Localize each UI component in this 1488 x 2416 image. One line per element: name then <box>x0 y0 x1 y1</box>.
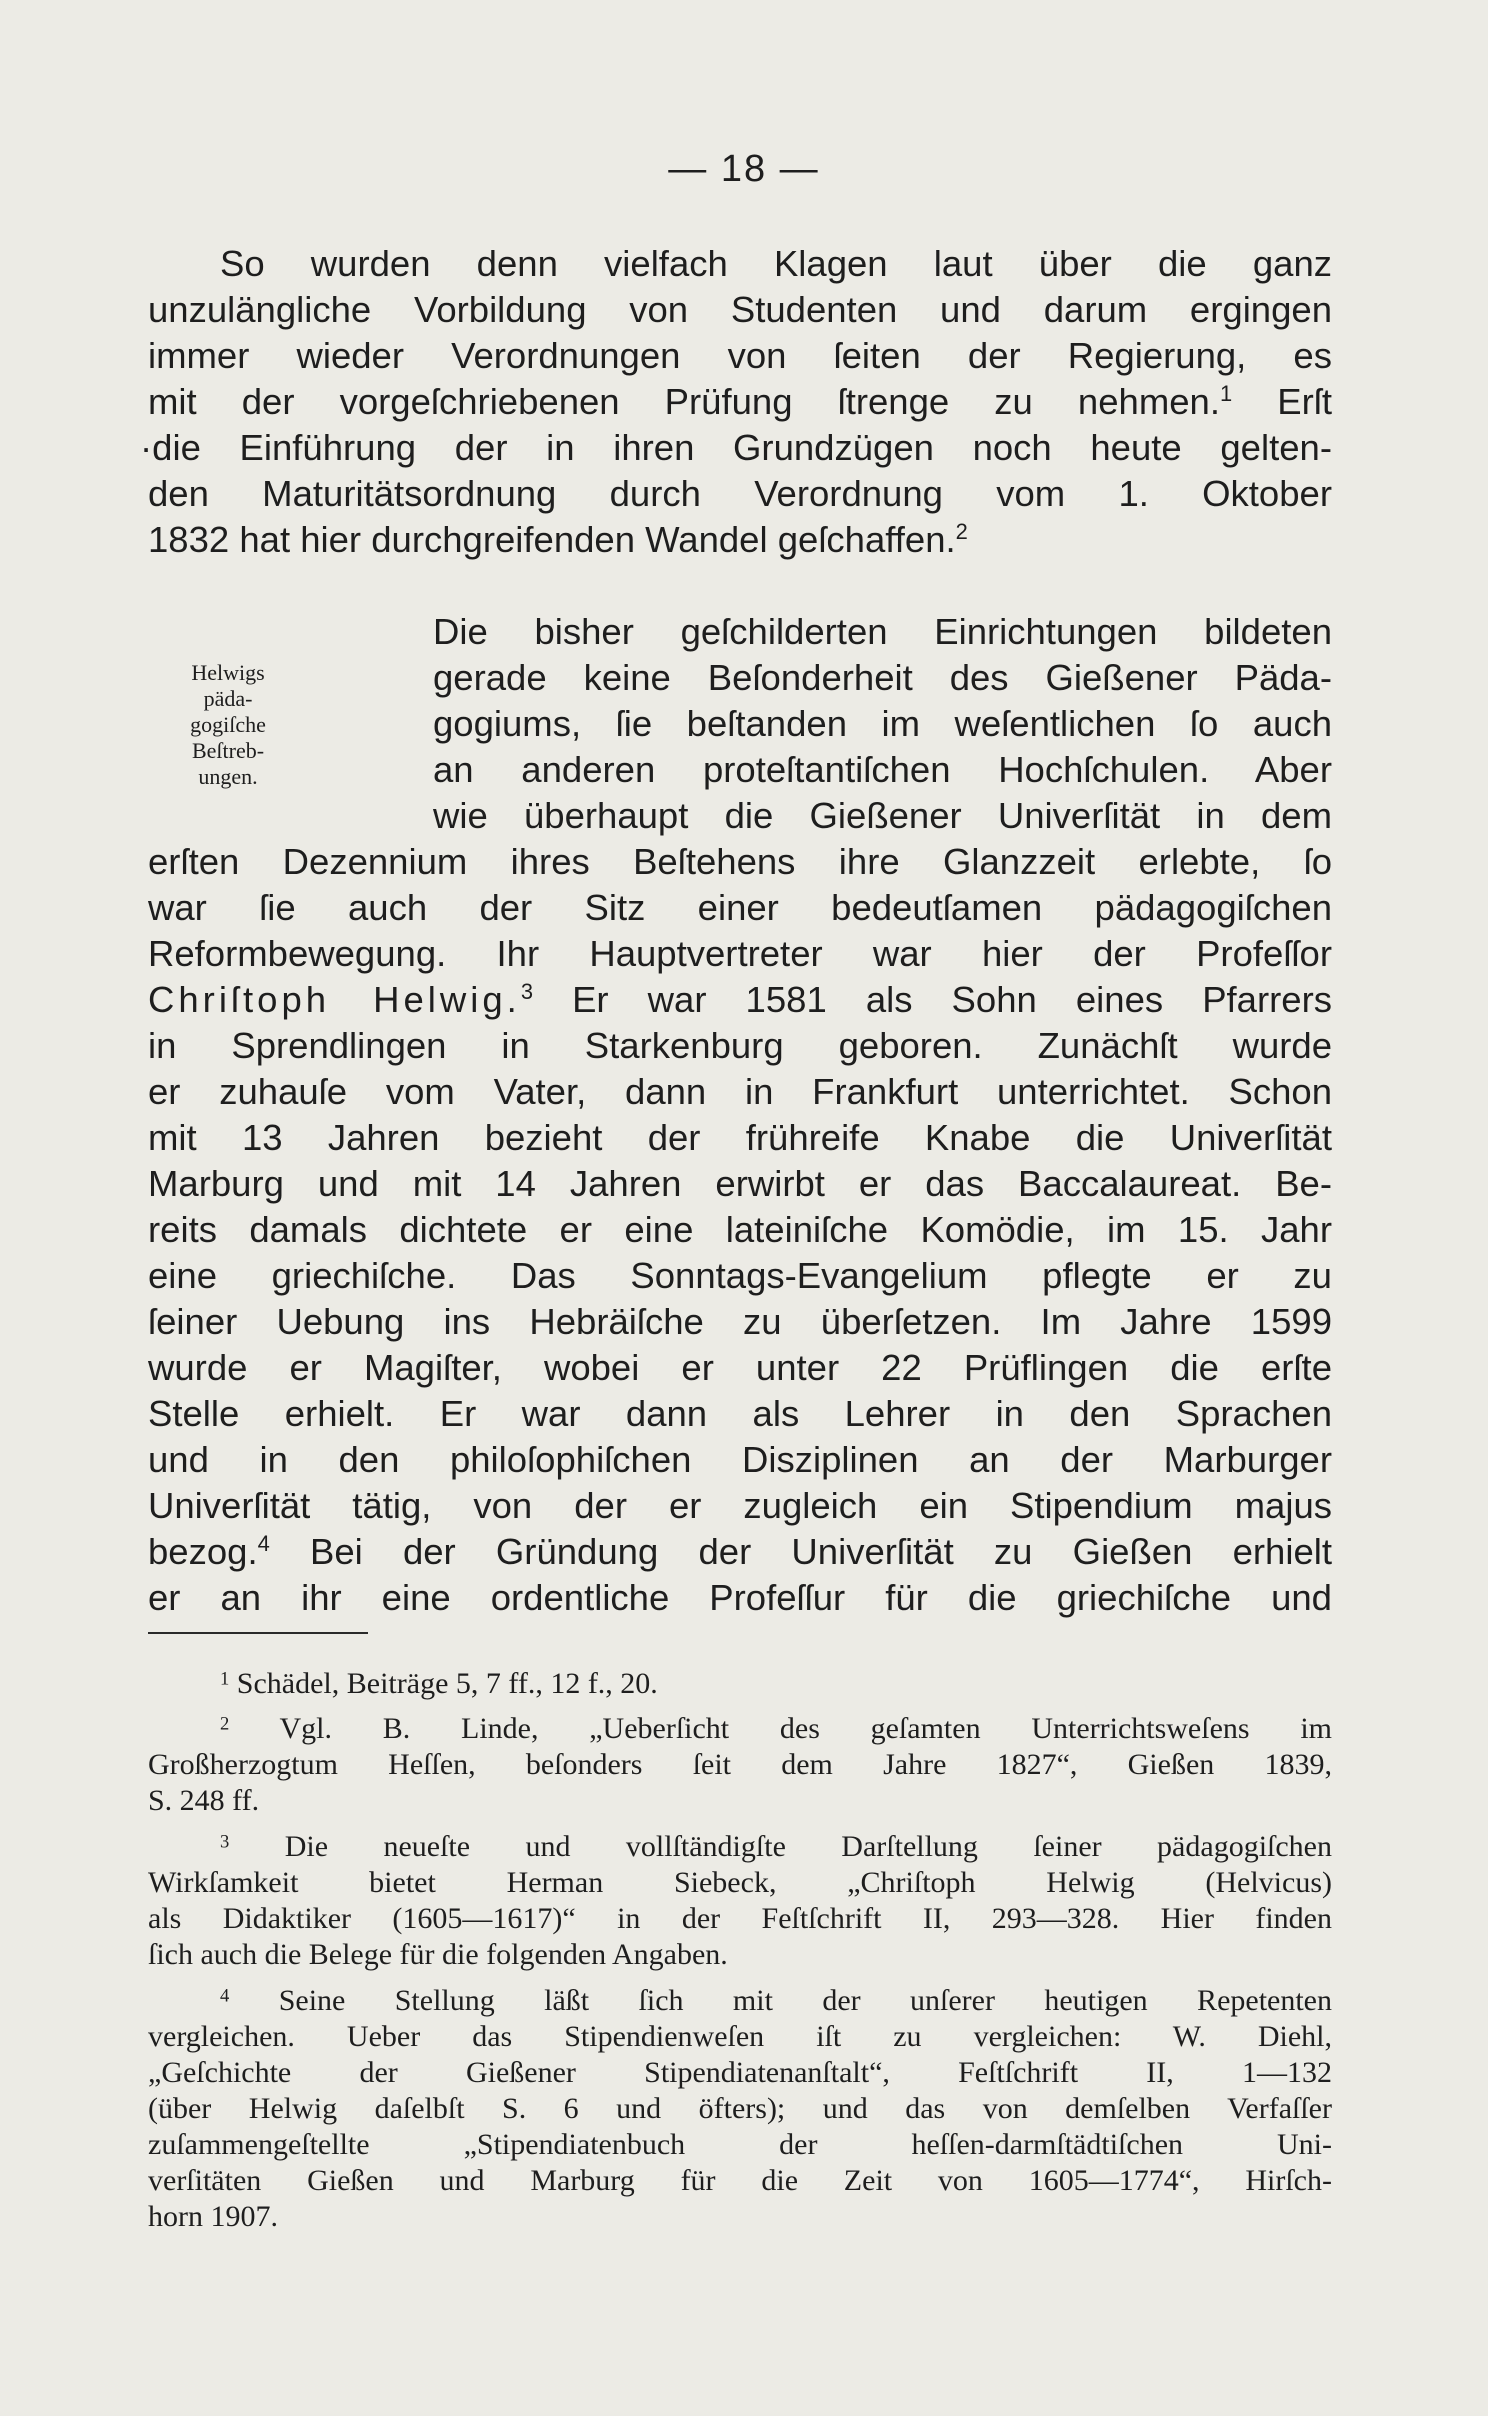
body-line: Stelle erhielt. Er war dann als Lehrer in den Sprachen <box>148 1393 1332 1434</box>
body-line: ·die Einführung der in ihren Grundzügen noch heute gelten- <box>140 427 1332 468</box>
body-line: mit der vorgeſchriebenen Prüfung ſtrenge zu nehmen.$^1$ Erſt <box>148 380 1332 422</box>
body-line: ſeiner Uebung ins Hebräiſche zu überſetzen. Im Jahre 1599 <box>148 1301 1332 1342</box>
footnote-line: vergleichen. Ueber das Stipendienweſen iſt zu vergleichen: W. Diehl, <box>148 2020 1332 2053</box>
body-line: Univerſität tätig, von der er zugleich ein Stipendium majus <box>148 1485 1332 1526</box>
margin-note-line: Beſtreb- <box>191 738 265 763</box>
body-line: er an ihr eine ordentliche Profeſſur für die griechiſche und <box>148 1577 1332 1618</box>
footnote-line: (über Helwig daſelbſt S. 6 und öfters); und das von demſelben Verfaſſer <box>148 2092 1332 2125</box>
margin-note <box>168 660 288 790</box>
footnote-1: $^1$ Schädel, Beiträge 5, 7 ff., 12 f., 20. <box>220 1667 658 1700</box>
footnote-ref[interactable]: 2 <box>955 518 968 544</box>
footnote-divider <box>148 1632 368 1634</box>
body-line: Marburg und mit 14 Jahren erwirbt er das Baccalaureat. Be- <box>148 1163 1332 1204</box>
footnote-ref[interactable]: 4 <box>257 1530 270 1556</box>
body-line: bezog.$^4$ Bei der Gründung der Univerſität zu Gießen erhielt <box>148 1530 1332 1572</box>
body-line: erſten Dezennium ihres Beſtehens ihre Glanzzeit erlebte, ſo <box>148 841 1332 882</box>
body-line: er zuhauſe vom Vater, dann in Frankfurt unterrichtet. Schon <box>148 1071 1332 1112</box>
body-line: So wurden denn vielfach Klagen laut über die ganz <box>220 243 1332 284</box>
body-line: wurde er Magiſter, wobei er unter 22 Prüflingen die erſte <box>148 1347 1332 1388</box>
margin-note-line: Helwigs <box>191 660 265 685</box>
body-line: in Sprendlingen in Starkenburg geboren. Zunächſt wurde <box>148 1025 1332 1066</box>
body-line: Chriſtoph Helwig.$^3$ Er war 1581 als Sohn eines Pfarrers <box>148 978 1332 1020</box>
margin-note-line: gogiſche <box>190 712 266 737</box>
body-line: war ſie auch der Sitz einer bedeutſamen pädagogiſchen <box>148 887 1332 928</box>
body-line: wie überhaupt die Gießener Univerſität in dem <box>433 795 1332 836</box>
body-line: Die bisher geſchilderten Einrichtungen bildeten <box>433 611 1332 652</box>
footnote-line: Wirkſamkeit bietet Herman Siebeck, „Chriſtoph Helwig (Helvicus) <box>148 1866 1332 1899</box>
body-line: mit 13 Jahren bezieht der frühreife Knabe die Univerſität <box>148 1117 1332 1158</box>
footnote-line: zuſammengeſtellte „Stipendiatenbuch der heſſen-darmſtädtiſchen Uni- <box>148 2128 1332 2161</box>
footnote-3: $^3$ Die neueſte und vollſtändigſte Darſtellung ſeiner pädagogiſchen <box>220 1830 1332 1863</box>
body-line: 1832 hat hier durchgreifenden Wandel geſchaffen.$^2$ <box>148 518 968 560</box>
footnote-ref[interactable]: 3 <box>520 978 534 1004</box>
footnote-2: $^2$ Vgl. B. Linde, „Ueberſicht des geſamten Unterrichtsweſens im <box>220 1712 1332 1745</box>
footnote-line: „Geſchichte der Gießener Stipendiatenanſtalt“, Feſtſchrift II, 1—132 <box>148 2056 1332 2089</box>
body-line: gogiums, ſie beſtanden im weſentlichen ſo auch <box>433 703 1332 744</box>
footnote-line: ſich auch die Belege für die folgenden Angaben. <box>148 1938 728 1971</box>
body-line: und in den philoſophiſchen Disziplinen an der Marburger <box>148 1439 1332 1480</box>
footnote-4: $^4$ Seine Stellung läßt ſich mit der unſerer heutigen Repetenten <box>220 1984 1332 2017</box>
body-line: den Maturitätsordnung durch Verordnung vom 1. Oktober <box>148 473 1332 514</box>
margin-note-line: päda- <box>203 686 253 711</box>
body-line: eine griechiſche. Das Sonntags-Evangelium pflegte er zu <box>148 1255 1332 1296</box>
body-line: an anderen proteſtantiſchen Hochſchulen. Aber <box>433 749 1332 790</box>
footnote-line: horn 1907. <box>148 2200 278 2233</box>
page-number: — 18 — <box>668 148 820 190</box>
body-line: immer wieder Verordnungen von ſeiten der Regierung, es <box>148 335 1332 376</box>
body-line: gerade keine Beſonderheit des Gießener Päda- <box>433 657 1332 698</box>
footnote-line: verſitäten Gießen und Marburg für die Zeit von 1605—1774“, Hirſch- <box>148 2164 1332 2197</box>
margin-note-line: ungen. <box>198 764 258 789</box>
body-line: reits damals dichtete er eine lateiniſche Komödie, im 15. Jahr <box>148 1209 1332 1250</box>
footnote-ref[interactable]: 1 <box>1219 380 1233 406</box>
footnote-line: als Didaktiker (1605—1617)“ in der Feſtſchrift II, 293—328. Hier finden <box>148 1902 1332 1935</box>
footnote-line: S. 248 ff. <box>148 1784 260 1817</box>
body-line: Reformbewegung. Ihr Hauptvertreter war hier der Profeſſor <box>148 933 1332 974</box>
person-name: Chriſtoph Helwig. <box>148 979 521 1020</box>
footnote-line: Großherzogtum Heſſen, beſonders ſeit dem Jahre 1827“, Gießen 1839, <box>148 1748 1332 1781</box>
body-line: unzulängliche Vorbildung von Studenten und darum ergingen <box>148 289 1332 330</box>
